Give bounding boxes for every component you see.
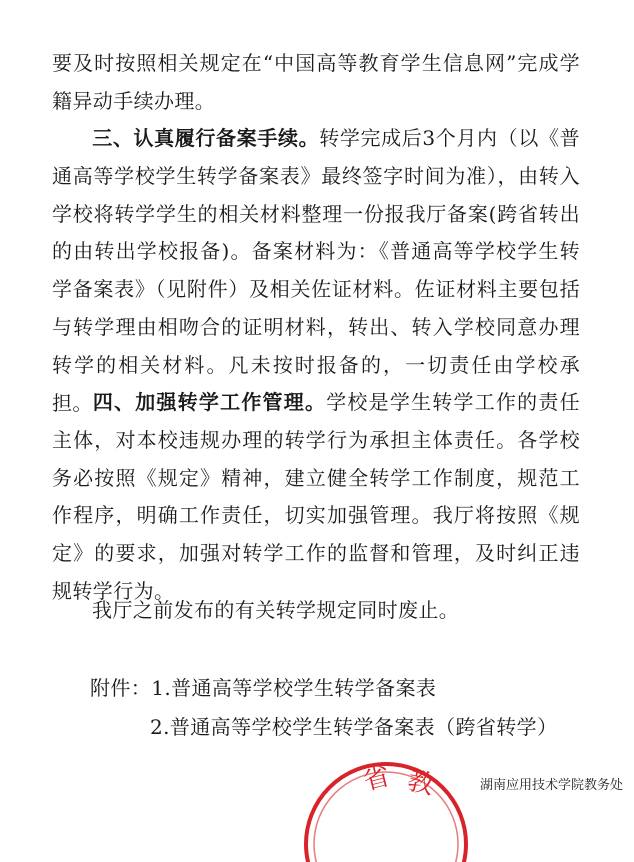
paragraph-text: 学校是学生转学工作的责任主体，对本校违规办理的转学行为承担主体责任。各学校务必按照《规定》精神，建立健全转学工作制度，规范工作程序，明确工作责任，切实加强管理。我厅将按照《规定》的要求，加强对转学工作的监督和管理，及时纠正违规转学行为。: [52, 390, 580, 603]
attachment-item-2: 2.普通高等学校学生转学备案表（跨省转学）: [150, 715, 558, 739]
watermark-label: 湖南应用技术学院教务处: [477, 773, 626, 794]
paragraph-filing-procedure: [52, 120, 580, 422]
paragraph-transfer-management: [52, 384, 580, 611]
paragraph-text: 转学完成后3个月内（以《普通高等学校学生转学备案表》最终签字时间为准），由转入学校将转学学生的相关材料整理一份报我厅备案(跨省转出的由转出学校报备)。备案材料为：《普通高等学校学生转学备案表》（见附件）及相关佐证材料。佐证材料主要包括与转学理由相吻合的证明材料，转出、转入学校同意办理转学的相关材料。凡未按时报备的，一切责任由学校承担。: [52, 126, 580, 415]
attachment-item-1: 1.普通高等学校学生转学备案表: [151, 676, 437, 700]
attachment-line-1: [90, 673, 436, 703]
attachment-line-2: [150, 712, 557, 742]
official-seal: [300, 752, 472, 862]
paragraph-student-status-change: [52, 45, 580, 121]
section-heading-three: 三、认真履行备案手续。: [92, 126, 320, 150]
paragraph-text: 我厅之前发布的有关转学规定同时废止。: [92, 598, 460, 622]
svg-text:省: 省: [360, 761, 393, 797]
section-heading-four: 四、加强转学工作管理。: [92, 390, 327, 414]
attachment-label: 附件：: [90, 676, 152, 700]
svg-text:教: 教: [404, 765, 437, 802]
paragraph-text: 要及时按照相关规定在“中国高等教育学生信息网”完成学籍异动手续办理。: [52, 51, 580, 113]
paragraph-repeal-notice: [52, 592, 580, 630]
